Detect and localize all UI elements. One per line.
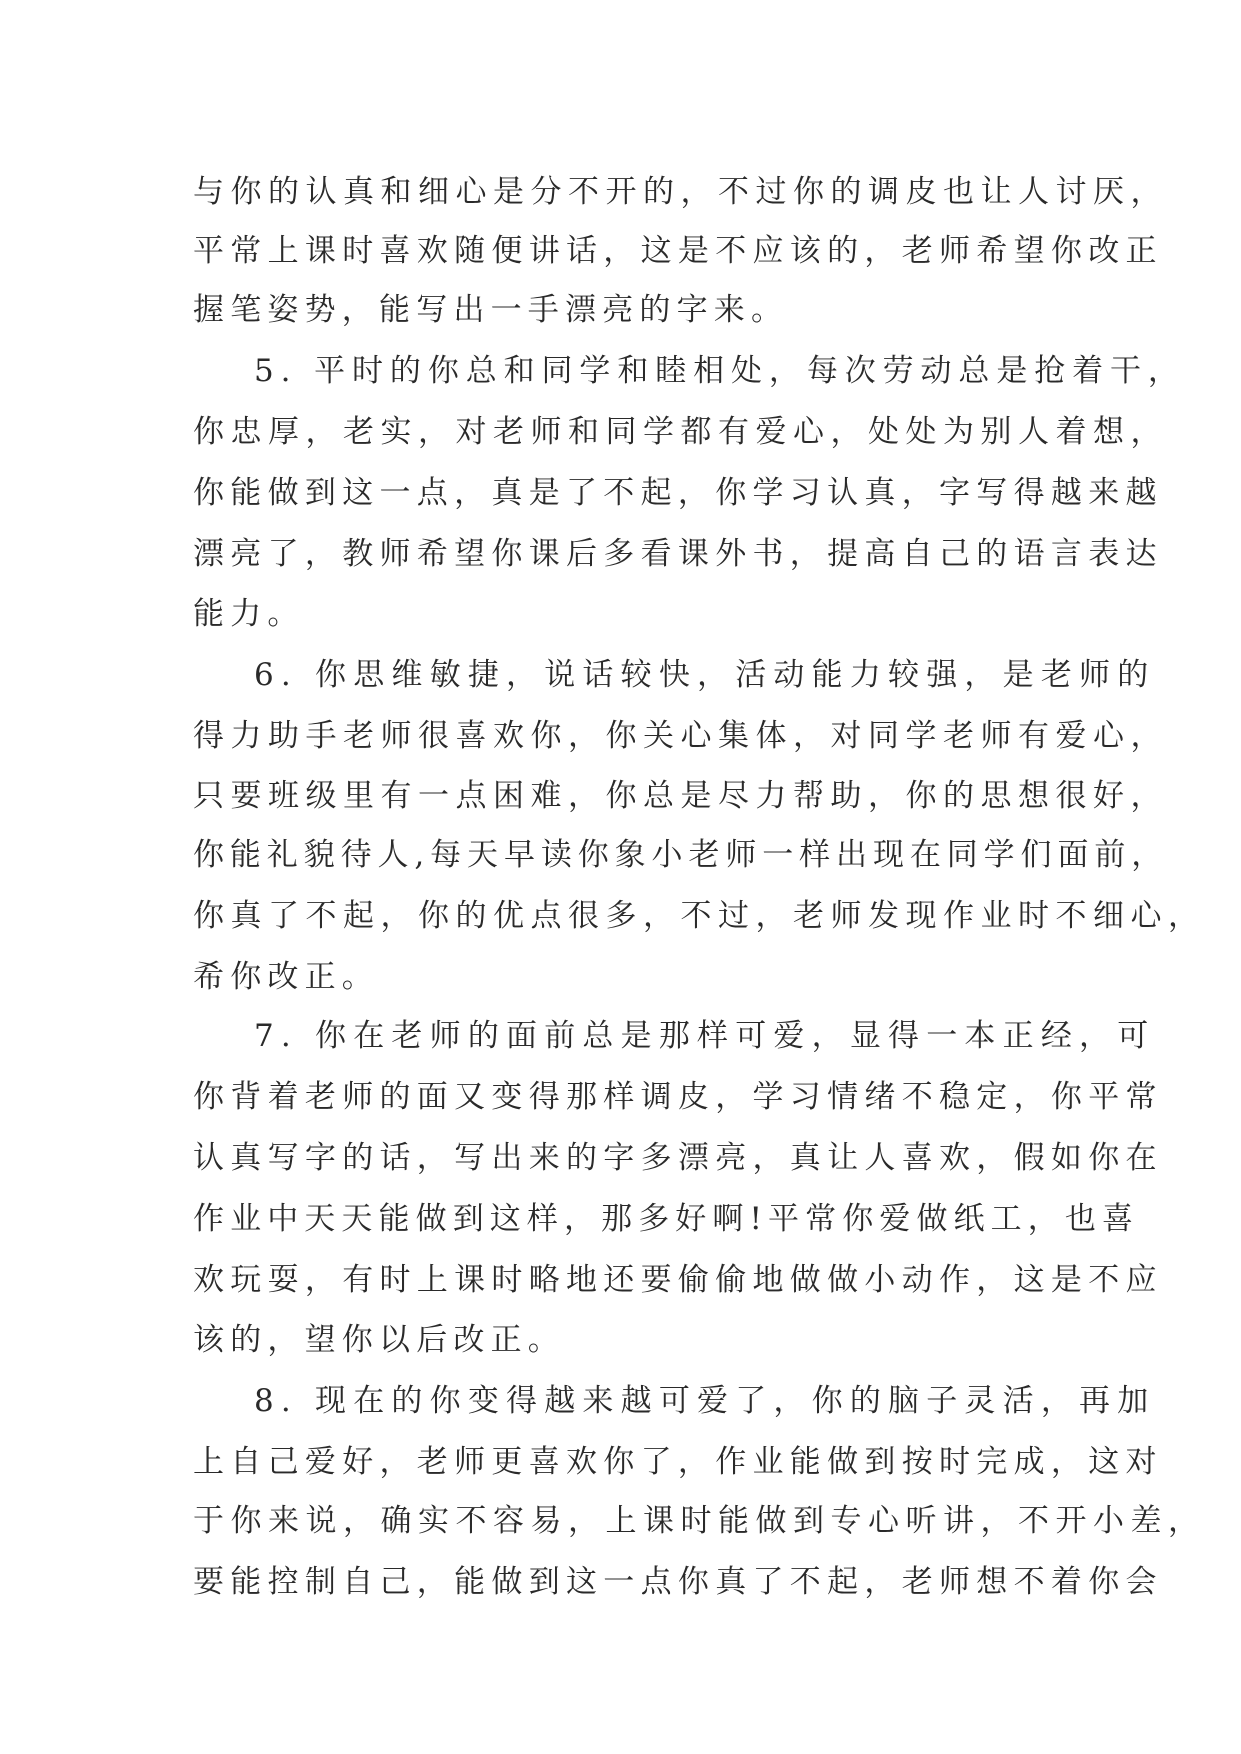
text-line: 你真了不起，你的优点很多，不过，老师发现作业时不细心， (193, 898, 1206, 934)
text-line: 平常上课时喜欢随便讲话，这是不应该的，老师希望你改正 (193, 233, 1163, 269)
text-line: 漂亮了，教师希望你课后多看课外书，提高自己的语言表达 (193, 536, 1163, 572)
numbered-item-start: 6. 你思维敏捷，说话较快，活动能力较强，是老师的 (254, 657, 1156, 693)
text-line: 要能控制自己，能做到这一点你真了不起，老师想不着你会 (193, 1564, 1163, 1600)
numbered-item-start: 5. 平时的你总和同学和睦相处，每次劳动总是抢着干， (254, 353, 1186, 389)
numbered-item-start: 8. 现在的你变得越来越可爱了，你的脑子灵活，再加 (254, 1383, 1156, 1419)
text-line: 你忠厚，老实，对老师和同学都有爱心，处处为别人着想， (193, 414, 1168, 450)
text-line: 作业中天天能做到这样，那多好啊!平常你爱做纸工，也喜 (193, 1201, 1140, 1237)
text-line: 于你来说，确实不容易，上课时能做到专心听讲，不开小差， (193, 1503, 1206, 1539)
text-line: 得力助手老师很喜欢你，你关心集体，对同学老师有爱心， (193, 718, 1168, 754)
text-line: 你背着老师的面又变得那样调皮，学习情绪不稳定，你平常 (193, 1079, 1163, 1115)
text-line: 上自己爱好，老师更喜欢你了，作业能做到按时完成，这对 (193, 1444, 1163, 1480)
text-line: 你能做到这一点，真是了不起，你学习认真，字写得越来越 (193, 475, 1163, 511)
text-line: 欢玩耍，有时上课时略地还要偷偷地做做小动作，这是不应 (193, 1262, 1163, 1298)
text-line: 该的，望你以后改正。 (193, 1322, 565, 1358)
text-line: 你能礼貌待人,每天早读你象小老师一样出现在同学们面前， (193, 837, 1169, 873)
text-line: 与你的认真和细心是分不开的，不过你的调皮也让人讨厌， (193, 174, 1168, 210)
numbered-item-start: 7. 你在老师的面前总是那样可爱，显得一本正经，可 (254, 1018, 1156, 1054)
text-line: 握笔姿势，能写出一手漂亮的字来。 (193, 292, 789, 328)
text-line: 希你改正。 (193, 959, 379, 995)
text-line: 能力。 (193, 596, 305, 632)
text-line: 只要班级里有一点困难，你总是尽力帮助，你的思想很好， (193, 778, 1168, 814)
text-line: 认真写字的话，写出来的字多漂亮，真让人喜欢，假如你在 (193, 1140, 1163, 1176)
